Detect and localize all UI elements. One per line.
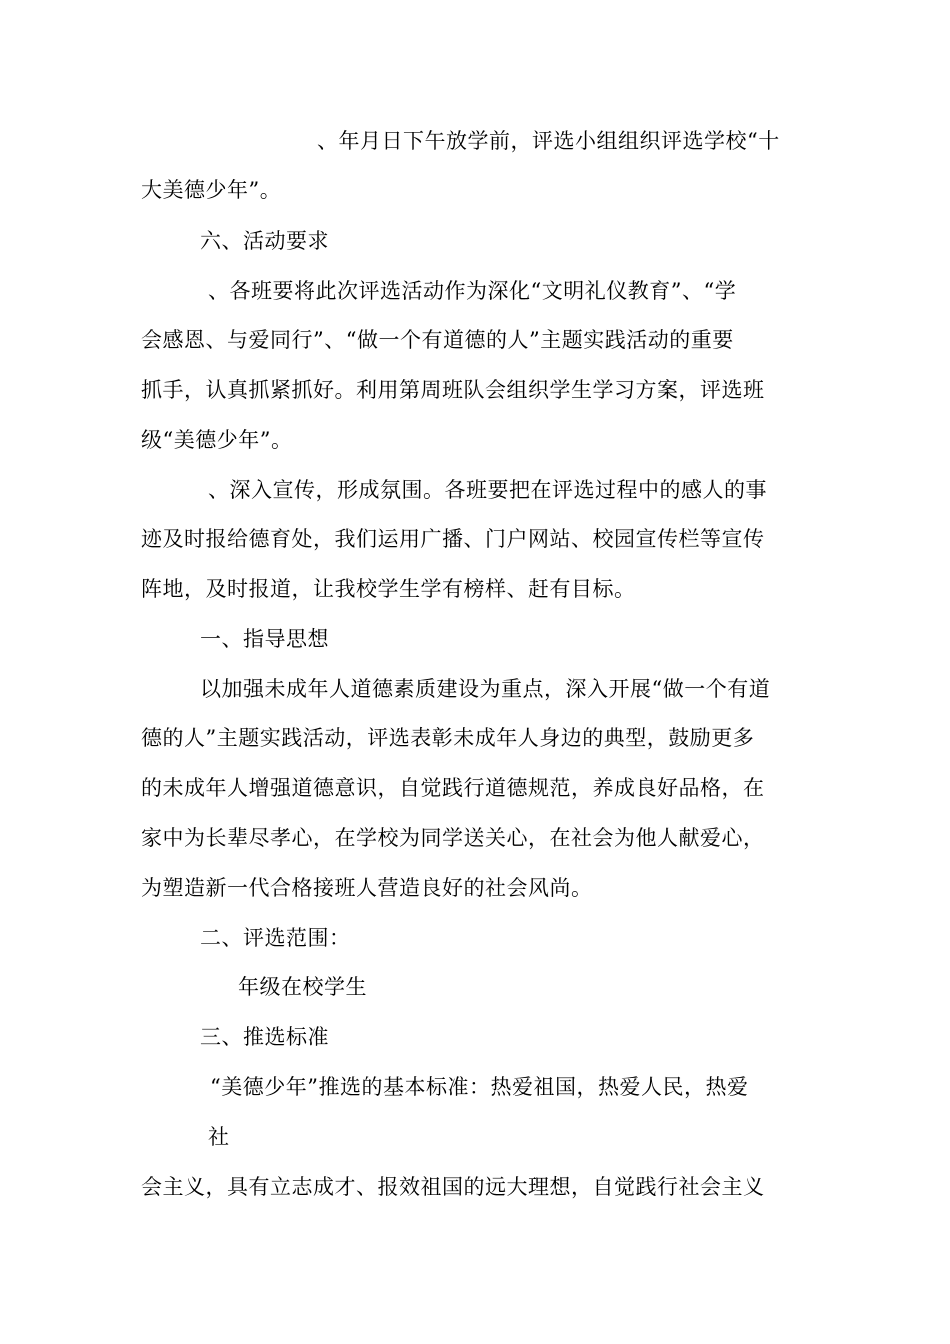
text-line: 、深入宣传，形成氛围。各班要把在评选过程中的感人的事 bbox=[208, 478, 767, 502]
text-line: 德的人”主题实践活动，评选表彰未成年人身边的典型，鼓励更多 bbox=[141, 726, 755, 750]
text-line: 、年月日下午放学前，评选小组组织评选学校“十 bbox=[317, 129, 780, 153]
text-line: 阵地，及时报道，让我校学生学有榜样、赶有目标。 bbox=[141, 577, 636, 601]
text-line: 迹及时报给德育处，我们运用广播、门户网站、校园宣传栏等宣传 bbox=[141, 527, 765, 551]
text-line: 年级在校学生 bbox=[238, 975, 367, 999]
text-line: 以加强未成年人道德素质建设为重点，深入开展“做一个有道 bbox=[200, 677, 771, 701]
text-line: 级“美德少年”。 bbox=[141, 428, 293, 452]
section-heading: 三、推选标准 bbox=[200, 1025, 329, 1049]
text-line: 社 bbox=[208, 1125, 230, 1149]
text-line: 抓手，认真抓紧抓好。利用第周班队会组织学生学习方案，评选班 bbox=[141, 378, 765, 402]
text-line: 会主义，具有立志成才、报效祖国的远大理想，自觉践行社会主义 bbox=[141, 1175, 765, 1199]
text-line: “美德少年”推选的基本标准：热爱祖国，热爱人民，热爱 bbox=[210, 1075, 749, 1099]
text-line: 会感恩、与爱同行”、“做一个有道德的人”主题实践活动的重要 bbox=[141, 328, 734, 352]
text-line: 、各班要将此次评选活动作为深化“文明礼仪教育”、“学 bbox=[208, 279, 737, 303]
section-heading: 一、指导思想 bbox=[200, 627, 329, 651]
section-heading: 六、活动要求 bbox=[200, 229, 329, 253]
text-line: 的未成年人增强道德意识，自觉践行道德规范，养成良好品格，在 bbox=[141, 776, 765, 800]
text-line: 为塑造新一代合格接班人营造良好的社会风尚。 bbox=[141, 876, 593, 900]
text-line: 家中为长辈尽孝心，在学校为同学送关心，在社会为他人献爱心， bbox=[141, 826, 765, 850]
text-line: 大美德少年”。 bbox=[141, 178, 282, 202]
section-heading: 二、评选范围： bbox=[200, 926, 351, 950]
